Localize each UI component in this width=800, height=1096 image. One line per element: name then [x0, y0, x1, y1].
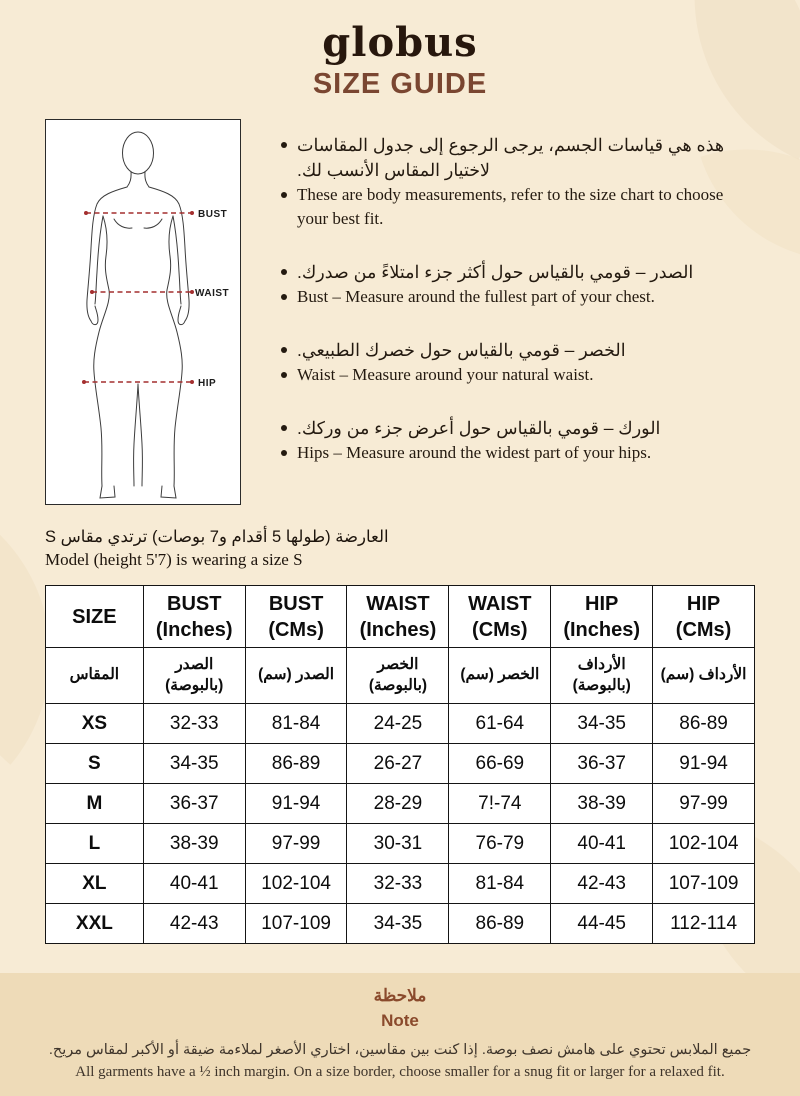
table-header-ar: الخصر (بالبوصة) [347, 648, 449, 704]
model-note-ar: العارضة (طولها 5 أقدام و7 بوصات) ترتدي مقاس S [45, 528, 389, 546]
bullet-item-ar [281, 416, 755, 441]
note-title-ar: ملاحظة [373, 986, 427, 1006]
measurement-cell: 86-89 [245, 744, 347, 784]
bullet-dot [281, 142, 287, 148]
body-measurement-diagram [45, 119, 241, 505]
note-section [0, 973, 800, 1096]
table-header-en: BUST (Inches) [143, 586, 245, 648]
measurement-cell: 86-89 [653, 704, 755, 744]
bullet-item-en [281, 441, 755, 465]
measurement-cell: 36-37 [551, 744, 653, 784]
measurement-cell: 32-33 [143, 704, 245, 744]
bullet-dot [281, 294, 287, 300]
measurement-cell: 42-43 [551, 864, 653, 904]
measurement-cell: 76-79 [449, 824, 551, 864]
page-header [0, 0, 800, 101]
bullet-text-ar: الصدر – قومي بالقياس حول أكثر جزء امتلاءً من صدرك. [297, 261, 694, 282]
bullet-item-en [281, 183, 755, 231]
size-cell: S [46, 744, 144, 784]
main-section [0, 119, 800, 505]
measurement-cell: 32-33 [347, 864, 449, 904]
measurement-cell: 40-41 [143, 864, 245, 904]
measurement-cell: 38-39 [143, 824, 245, 864]
bullet-dot [281, 450, 287, 456]
table-header-en: SIZE [46, 586, 144, 648]
model-note-en: Model (height 5'7) is wearing a size S [45, 550, 303, 569]
page-title: SIZE GUIDE [312, 68, 488, 100]
table-header-ar: المقاس [46, 648, 144, 704]
measurement-cell: 30-31 [347, 824, 449, 864]
measurement-cell: 97-99 [653, 784, 755, 824]
table-header-en: WAIST (Inches) [347, 586, 449, 648]
table-row [46, 904, 755, 944]
bullet-text-en: These are body measurements, refer to the size chart to choose your best fit. [297, 184, 724, 228]
bullet-item-ar [281, 133, 755, 183]
bullet-item-en [281, 363, 755, 387]
table-header-ar: الأرداف (بالبوصة) [551, 648, 653, 704]
measurement-cell: 38-39 [551, 784, 653, 824]
measurement-cell: 81-84 [449, 864, 551, 904]
bullet-dot [281, 192, 287, 198]
size-cell: L [46, 824, 144, 864]
size-cell: XXL [46, 904, 144, 944]
bullet-dot [281, 269, 287, 275]
note-title-en: Note [381, 1011, 419, 1031]
measurement-cell: 28-29 [347, 784, 449, 824]
bullet-text-ar: الخصر – قومي بالقياس حول خصرك الطبيعي. [297, 339, 626, 360]
measurement-cell: 7!-74 [449, 784, 551, 824]
measurement-bullets [281, 119, 755, 505]
bullet-group [281, 260, 755, 309]
note-body-ar: جميع الملابس تحتوي على هامش نصف بوصة. إذا كنت بين مقاسين، اختاري الأصغر لملاءمة ضيقة أو الأكبر لمقاس مريح. [48, 1041, 752, 1058]
measurement-cell: 81-84 [245, 704, 347, 744]
bust-label: BUST [198, 209, 228, 220]
bullet-dot [281, 372, 287, 378]
measurement-cell: 86-89 [449, 904, 551, 944]
table-header-en: BUST (CMs) [245, 586, 347, 648]
table-row [46, 704, 755, 744]
measurement-cell: 40-41 [551, 824, 653, 864]
measurement-cell: 44-45 [551, 904, 653, 944]
table-header-en: HIP (Inches) [551, 586, 653, 648]
hip-label: HIP [198, 378, 217, 389]
bullet-item-en [281, 285, 755, 309]
bullet-group [281, 338, 755, 387]
measurement-cell: 34-35 [347, 904, 449, 944]
table-row [46, 824, 755, 864]
measurement-cell: 34-35 [143, 744, 245, 784]
measurement-cell: 102-104 [653, 824, 755, 864]
bullet-text-ar: هذه هي قياسات الجسم، يرجى الرجوع إلى جدول المقاسات لاختيار المقاس الأنسب لك. [297, 135, 725, 180]
brand-logo: globus [322, 19, 478, 66]
table-header-ar: الصدر (بالبوصة) [143, 648, 245, 704]
bullet-item-ar [281, 260, 755, 285]
size-cell: XS [46, 704, 144, 744]
table-row [46, 784, 755, 824]
table-header-ar: الخصر (سم) [449, 648, 551, 704]
model-note [0, 527, 800, 570]
table-header-en: HIP (CMs) [653, 586, 755, 648]
table-row [46, 744, 755, 784]
measurement-cell: 97-99 [245, 824, 347, 864]
bullet-text-en: Bust – Measure around the fullest part of your chest. [297, 286, 655, 306]
table-header-ar: الأرداف (سم) [653, 648, 755, 704]
size-chart-table [45, 585, 755, 944]
measurement-cell: 112-114 [653, 904, 755, 944]
bullet-dot [281, 425, 287, 431]
size-cell: M [46, 784, 144, 824]
measurement-cell: 66-69 [449, 744, 551, 784]
measurement-cell: 36-37 [143, 784, 245, 824]
bullet-group [281, 133, 755, 231]
female-body-outline-icon [46, 120, 240, 504]
measurement-cell: 91-94 [653, 744, 755, 784]
table-header-en: WAIST (CMs) [449, 586, 551, 648]
bullet-text-en: Hips – Measure around the widest part of your hips. [297, 442, 652, 462]
measurement-cell: 91-94 [245, 784, 347, 824]
bullet-text-ar: الورك – قومي بالقياس حول أعرض جزء من وركك. [297, 417, 661, 438]
measurement-cell: 102-104 [245, 864, 347, 904]
waist-label: WAIST [195, 288, 230, 299]
measurement-cell: 34-35 [551, 704, 653, 744]
measurement-cell: 26-27 [347, 744, 449, 784]
bullet-dot [281, 347, 287, 353]
table-row [46, 864, 755, 904]
measurement-cell: 61-64 [449, 704, 551, 744]
note-body-en: All garments have a ½ inch margin. On a size border, choose smaller for a snug fit or larger for a relaxed fit. [75, 1064, 725, 1080]
measurement-cell: 107-109 [653, 864, 755, 904]
bullet-text-en: Waist – Measure around your natural waist. [297, 364, 594, 384]
bullet-item-ar [281, 338, 755, 363]
measurement-cell: 42-43 [143, 904, 245, 944]
measurement-cell: 24-25 [347, 704, 449, 744]
bullet-group [281, 416, 755, 465]
size-cell: XL [46, 864, 144, 904]
measurement-cell: 107-109 [245, 904, 347, 944]
table-header-ar: الصدر (سم) [245, 648, 347, 704]
